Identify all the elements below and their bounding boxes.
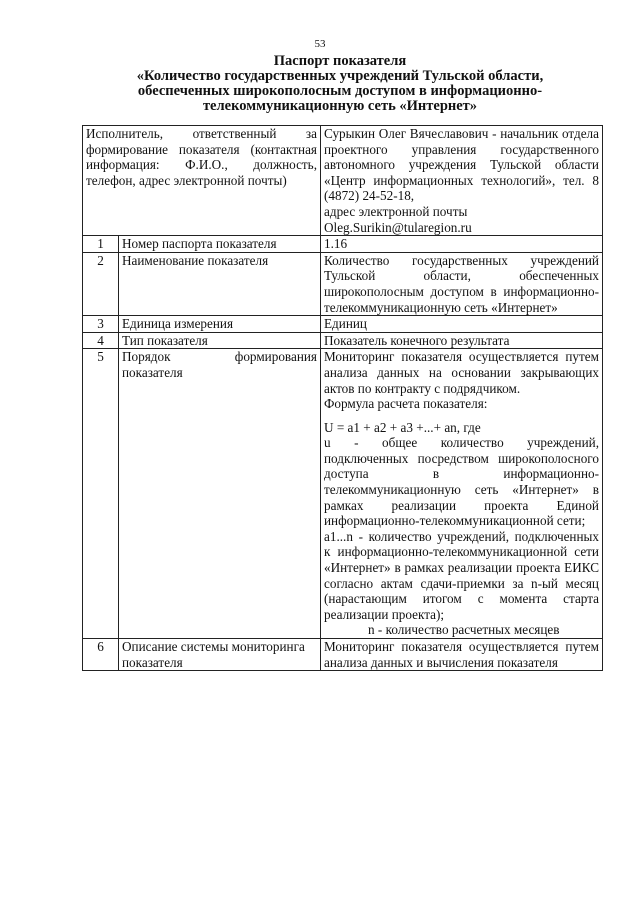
- title-line-2: «Количество государственных учреждений Тульской области,: [136, 68, 544, 84]
- executor-value-cell: [321, 126, 603, 236]
- row-value: Мониторинг показателя осуществляется путем анализа данных и вычисления показателя: [321, 639, 603, 671]
- row-value: Количество государственных учреждений Тульской области, обеспеченных широкополосным доступом в информационно-телекоммуникационную сеть «Интернет»: [321, 252, 603, 315]
- row-label: Номер паспорта показателя: [119, 236, 321, 253]
- row-value: Показатель конечного результата: [321, 332, 603, 349]
- row-label: Тип показателя: [119, 332, 321, 349]
- document-title: [80, 54, 600, 114]
- executor-value: Сурыкин Олег Вячеславович - начальник отдела проектного управления государственного автономного учреждения Тульской области «Центр информационных технологий», тел. 8 (4872) 24-52-18,: [324, 126, 599, 204]
- executor-email-label: адрес электронной почты: [324, 203, 468, 219]
- title-line-4: телекоммуникационную сеть «Интернет»: [202, 98, 478, 114]
- executor-label: Исполнитель, ответственный за формирование показателя (контактная информация: Ф.И.О., должность, телефон, адрес электронной почты): [86, 126, 317, 188]
- row-label: Описание системы мониторинга показателя: [119, 639, 321, 671]
- row-label: Наименование показателя: [119, 252, 321, 315]
- table-row-monitoring: [83, 639, 603, 671]
- table-row: [83, 236, 603, 253]
- executor-label-cell: [83, 126, 321, 236]
- row-number: 2: [83, 252, 119, 315]
- table-row: [83, 316, 603, 333]
- formula: U = a1 + a2 + a3 +...+ an, где: [324, 419, 481, 435]
- executor-email: Oleg.Surikin@tularegion.ru: [324, 219, 472, 235]
- table-row-executor: [83, 126, 603, 236]
- row-value: Единиц: [321, 316, 603, 333]
- indicator-passport-table: [82, 125, 603, 671]
- table-row-formation-order: [83, 349, 603, 639]
- table-row: [83, 332, 603, 349]
- row-number: 1: [83, 236, 119, 253]
- formula-u-description: u - общее количество учреждений, подключенных посредством широкополосного доступа в информационно-телекоммуникационную сеть «Интернет» в рамках реализации проекта Единой информационно-телекоммуникационной сети;: [324, 435, 599, 529]
- row-number: 4: [83, 332, 119, 349]
- row-number: 3: [83, 316, 119, 333]
- title-line-1: Паспорт показателя: [273, 53, 407, 69]
- row-number: 5: [83, 349, 119, 639]
- method-paragraph: Мониторинг показателя осуществляется путем анализа данных на основании закрывающих актов по контракту с подрядчиком.: [324, 349, 599, 396]
- row-value: 1.16: [321, 236, 603, 253]
- row-number: 6: [83, 639, 119, 671]
- row-value: [321, 349, 603, 639]
- page-number: 53: [314, 38, 326, 50]
- formula-heading: Формула расчета показателя:: [324, 396, 488, 412]
- title-line-3: обеспеченных широкополосным доступом в информационно-: [137, 83, 543, 99]
- table-row: [83, 252, 603, 315]
- formula-n-description: n - количество расчетных месяцев: [368, 622, 560, 638]
- row-label: Единица измерения: [119, 316, 321, 333]
- row-label: Порядок формирования показателя: [119, 349, 321, 639]
- formula-a-description: a1...n - количество учреждений, подключенных к информационно-телекоммуникационной сети «Интернет» в рамках реализации проекта ЕИКС согласно актам сдачи-приемки за n-ый месяц (нарастающим итогом с момента старта реализации проекта);: [324, 528, 599, 622]
